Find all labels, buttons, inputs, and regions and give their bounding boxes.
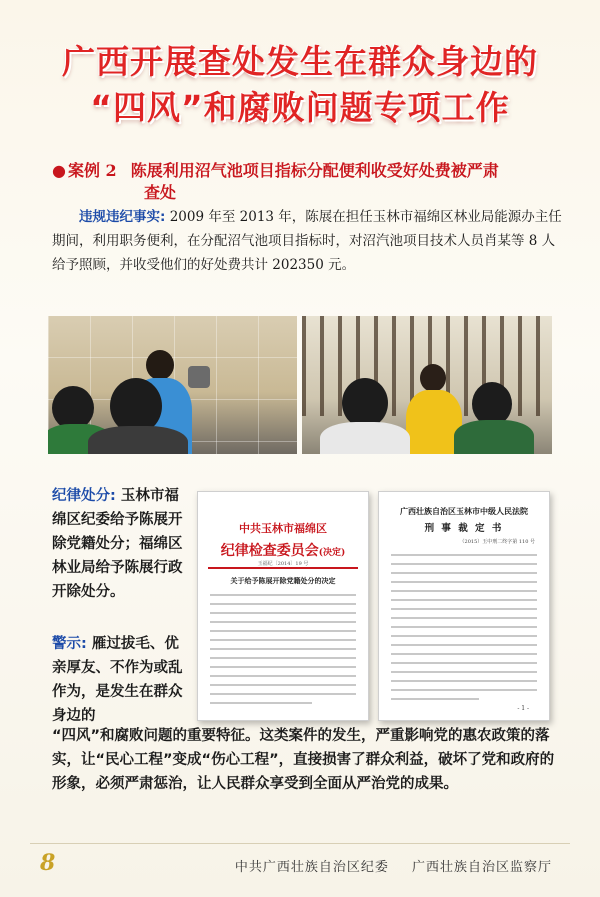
court-ruling-document — [378, 491, 550, 721]
case-label: 案例 2 — [67, 161, 117, 180]
bullet-icon: ● — [52, 161, 66, 180]
doc-number: 玉福纪〔2014〕19 号 — [257, 561, 309, 567]
footer-org2: 广西壮族自治区监察厅 — [411, 860, 552, 875]
violation-lead: 违规违纪事实: — [79, 209, 166, 225]
warning-text-side: 雁过拔毛、优亲厚友、不作为或乱作为，是发生在群众身边的 — [52, 636, 183, 724]
doc-org-line1: 中共玉林市福绵区 — [239, 522, 327, 535]
warning-continuation: “四风”和腐败问题的重要特征。这类案件的发生，严重影响党的惠农政策的落实，让“民心工程”变成“伤心工程”，直接损害了群众利益，破坏了党和政府的形象，必须严肃惩治，让人民群众享受到全面从严治党的成果。 — [52, 728, 555, 792]
case-number: （2015）玉中刑二终字第 110 号 — [459, 539, 535, 545]
prison-visit-photo — [302, 316, 552, 454]
page-title-line1: 广西开展查处发生在群众身边的 — [62, 42, 538, 81]
discipline-decision-document — [197, 491, 369, 721]
violation-text: 2009 年至 2013 年，陈展在担任玉林市福绵区林业局能源办主任期间，利用职务便利，在分配沼气池项目指标时，对沼汽池项目技术人员肖某等 8 人给予照顾，并收受他们的好处费共计 202350 元。 — [52, 209, 562, 273]
case-title-line1: 陈展利用沼气池项目指标分配便利收受好处费被严肃 — [130, 161, 499, 180]
page-title-line2: “四风”和腐败问题专项工作 — [90, 88, 510, 127]
discipline-block — [52, 484, 192, 604]
doc-title: 关于给予陈展开除党籍处分的决定 — [230, 576, 336, 585]
red-divider — [208, 567, 358, 569]
warning-lead: 警示: — [52, 636, 87, 652]
violation-paragraph — [52, 205, 562, 277]
interview-photo — [48, 316, 297, 454]
doc-body-text-lines — [210, 594, 356, 711]
footer-divider — [30, 843, 570, 844]
doc-org-tag: (决定) — [318, 548, 346, 558]
ruling-body-text-lines — [391, 554, 537, 707]
footer-org1: 中共广西壮族自治区纪委 — [234, 860, 389, 875]
doc-page-number: - 1 - — [517, 705, 529, 712]
page-number: 8 — [40, 850, 56, 876]
case-heading — [52, 160, 572, 204]
discipline-text: 玉林市福绵区纪委给予陈展开除党籍处分；福绵区林业局给予陈展行政开除处分。 — [52, 488, 183, 600]
footer-orgs — [217, 856, 552, 875]
ruling-type: 刑 事 裁 定 书 — [424, 523, 504, 534]
doc-org-line2: 纪律检查委员会(决定) — [220, 543, 346, 559]
discipline-lead: 纪律处分: — [52, 488, 116, 504]
case-title-line2: 查处 — [144, 183, 177, 202]
court-name: 广西壮族自治区玉林市中级人民法院 — [400, 506, 528, 516]
warning-block — [52, 632, 192, 728]
